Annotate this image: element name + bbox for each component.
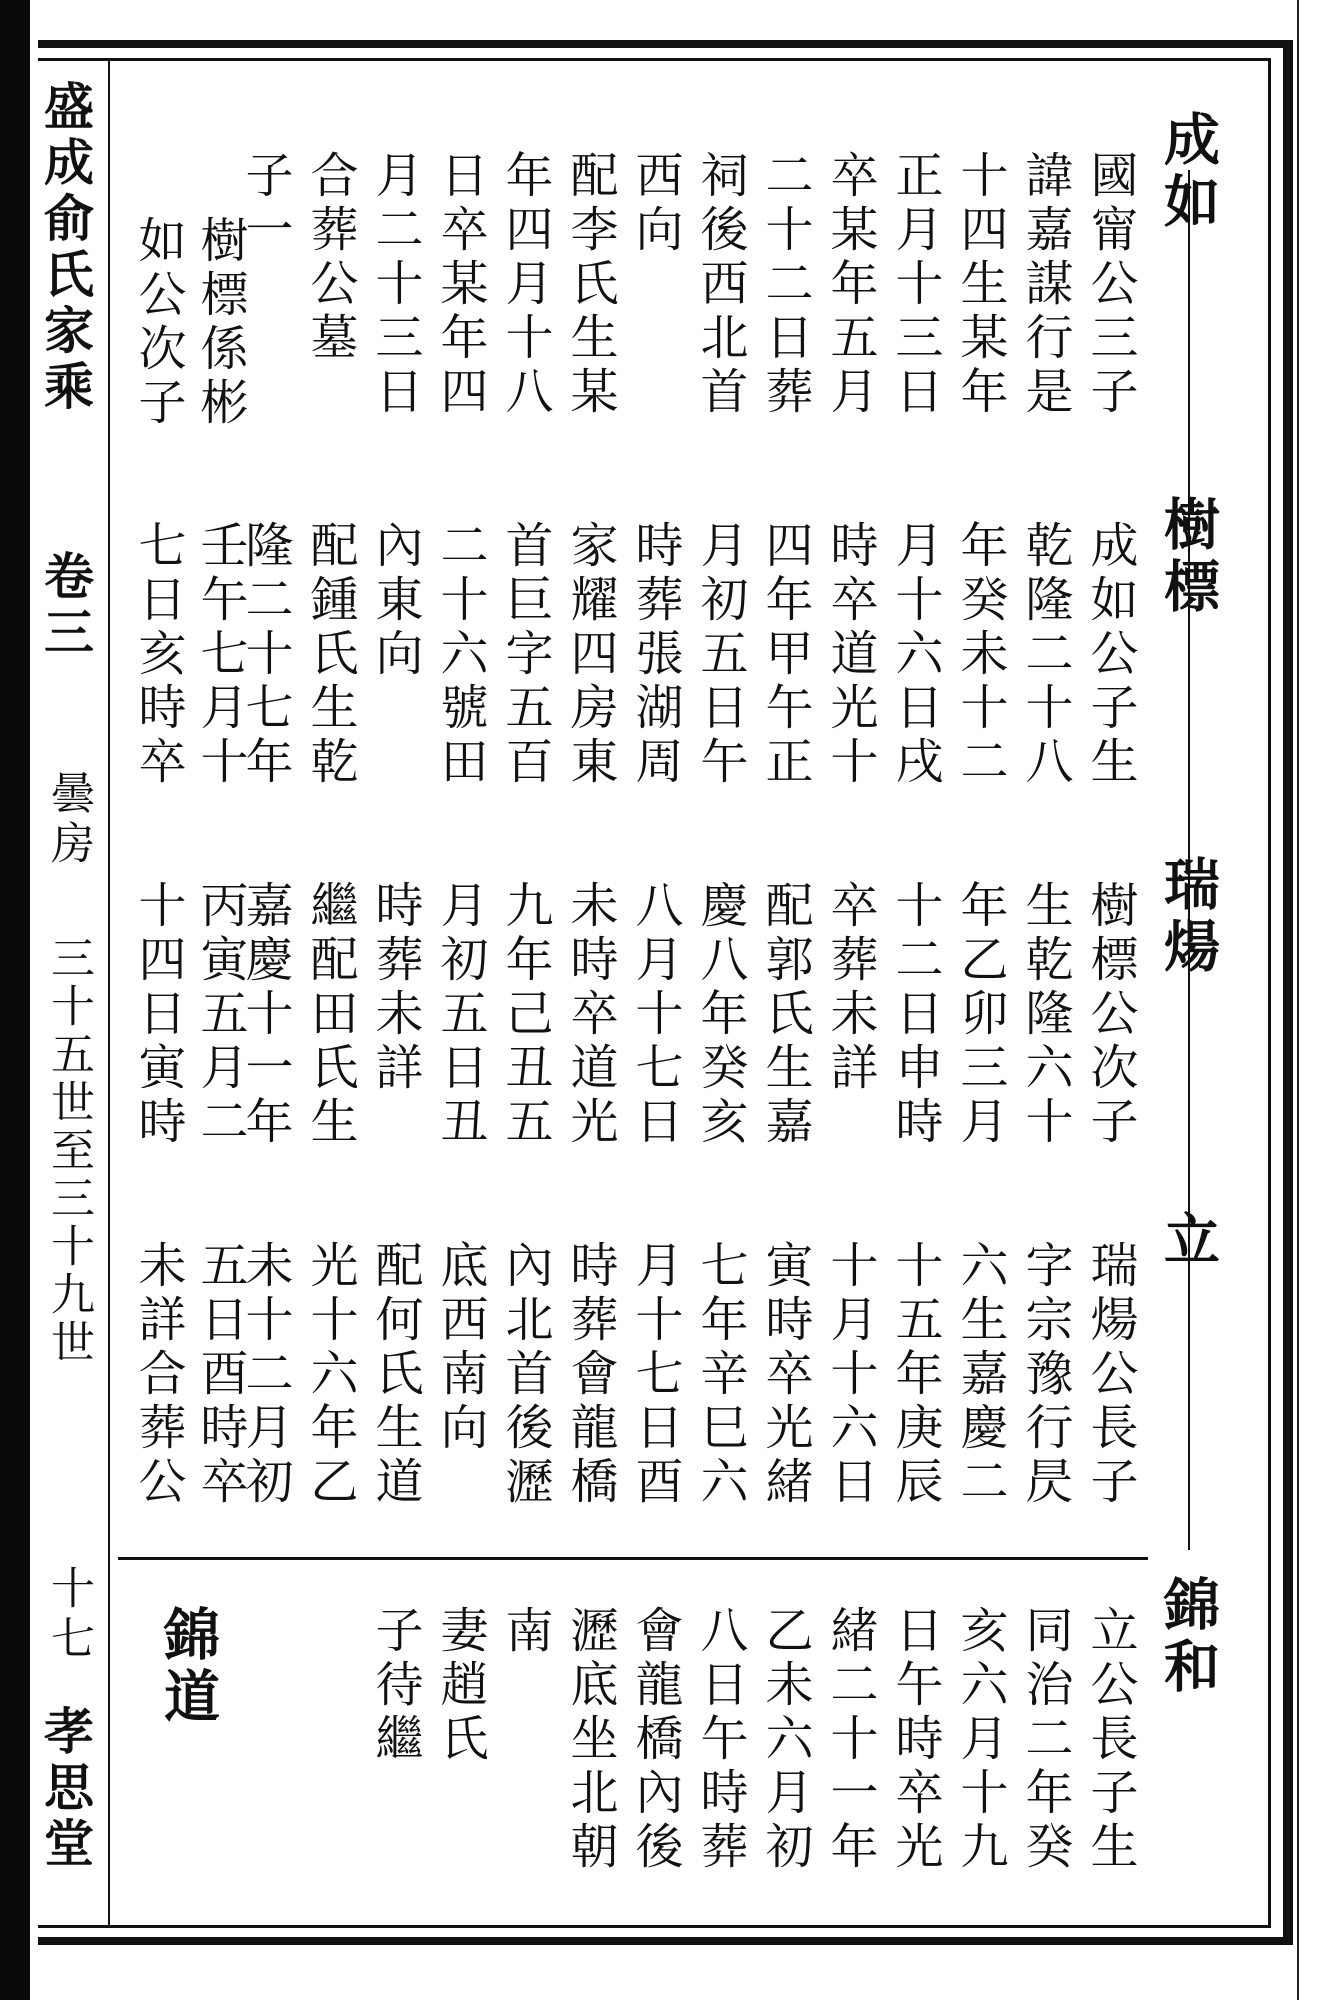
text-column: 字宗豫行昃: [1017, 1240, 1073, 1510]
text-column: 卒葬未詳: [822, 880, 878, 1096]
text-column: 壬午七月十: [192, 520, 248, 790]
text-column: 乙未六月初: [757, 1605, 813, 1875]
text-column: 寅時卒光緒: [757, 1240, 813, 1510]
text-column: 內北首後瀝: [497, 1240, 553, 1510]
name-li: 立: [1155, 1210, 1221, 1272]
text-column: 南: [497, 1605, 553, 1659]
name-ruiyang: 瑞煬: [1155, 855, 1221, 979]
text-column: 配李氏生某: [562, 150, 618, 420]
spine-book-title: 盛成俞氏家乘: [36, 80, 95, 416]
inner-border-bottom: [38, 1925, 1268, 1928]
text-column: 四年甲午正: [757, 520, 813, 790]
text-column: 時卒道光十: [822, 520, 878, 790]
text-column: 未時卒道光: [562, 880, 618, 1150]
text-column: 配郭氏生嘉: [757, 880, 813, 1150]
text-column: 日卒某年四: [432, 150, 488, 420]
text-column: 底西南向: [432, 1240, 488, 1456]
text-column: 正月十三日: [887, 150, 943, 420]
text-column: 嘉慶十一年: [237, 880, 293, 1150]
text-column: 祠後西北首: [692, 150, 748, 420]
text-column: 未詳合葬公: [130, 1240, 186, 1510]
text-column: 緒二十一年: [822, 1605, 878, 1875]
right-page-edge: [1297, 0, 1337, 2000]
text-column: 配何氏生道: [367, 1240, 423, 1510]
inner-border-top: [38, 58, 1268, 61]
text-column: 成如公子生: [1082, 520, 1138, 790]
inner-border-right: [1268, 58, 1271, 1928]
text-column: 十二日申時: [887, 880, 943, 1150]
text-column: 隆二十七年: [237, 520, 293, 790]
spine-volume: 卷三: [36, 550, 95, 662]
name-chengru: 成如: [1155, 110, 1221, 234]
text-column: 月初五日午: [692, 520, 748, 790]
text-column: 合葬公墓: [302, 150, 358, 366]
text-column: 子待繼: [367, 1605, 423, 1767]
text-column: 月二十三日: [367, 150, 423, 420]
text-column: 十四生某年: [952, 150, 1008, 420]
text-column: 未十二月初: [237, 1240, 293, 1510]
text-column: 五日酉時卒: [192, 1240, 248, 1510]
text-column: 瑞煬公長子: [1082, 1240, 1138, 1510]
text-column: 日午時卒光: [887, 1605, 943, 1875]
spine-generations: 三十五世至三十九世: [43, 935, 94, 1367]
text-column: 繼配田氏生: [302, 880, 358, 1150]
text-column: 年四月十八: [497, 150, 553, 420]
text-column: 卒某年五月: [822, 150, 878, 420]
text-column: 十四日寅時: [130, 880, 186, 1150]
text-column: 立公長子生: [1082, 1605, 1138, 1875]
text-column: 十五年庚辰: [887, 1240, 943, 1510]
text-column: 配鍾氏生乾: [302, 520, 358, 790]
spine-branch: 曇房: [43, 770, 94, 870]
text-column: 慶八年癸亥: [692, 880, 748, 1150]
text-column: 生乾隆六十: [1017, 880, 1073, 1150]
text-column: 西向: [627, 150, 683, 258]
name-shubiao: 樹標: [1155, 495, 1221, 619]
text-column: 子一: [237, 150, 293, 258]
text-column: 二十二日葬: [757, 150, 813, 420]
text-column: 國甯公三子: [1082, 150, 1138, 420]
generation-divider-line: [118, 1557, 1148, 1560]
text-column: 光十六年乙: [302, 1240, 358, 1510]
text-column: 時葬未詳: [367, 880, 423, 1096]
text-column: 同治二年癸: [1017, 1605, 1073, 1875]
text-column: 六生嘉慶二: [952, 1240, 1008, 1510]
text-column: 乾隆二十八: [1017, 520, 1073, 790]
text-column: 內東向: [367, 520, 423, 682]
text-column: 月十六日戌: [887, 520, 943, 790]
text-column: 十月十六日: [822, 1240, 878, 1510]
text-column: 首巨字五百: [497, 520, 553, 790]
left-binding-edge: [0, 0, 30, 2000]
text-column: 七日亥時卒: [130, 520, 186, 790]
text-column: 樹標係彬: [192, 215, 248, 431]
text-column: 八日午時葬: [692, 1605, 748, 1875]
text-column: 七年辛巳六: [692, 1240, 748, 1510]
text-column: 年乙卯三月: [952, 880, 1008, 1150]
text-column: 時葬會龍橋: [562, 1240, 618, 1510]
text-column: 樹標公次子: [1082, 880, 1138, 1150]
text-column: 會龍橋內後: [627, 1605, 683, 1875]
name-jinhe: 錦和: [1155, 1575, 1221, 1699]
text-column: 二十六號田: [432, 520, 488, 790]
text-column: 如公次子: [130, 215, 186, 431]
text-column: 月十七日酉: [627, 1240, 683, 1510]
spine-hall-name: 孝思堂: [36, 1705, 95, 1873]
name-jindao: 錦道: [155, 1605, 221, 1729]
text-column: 亥六月十九: [952, 1605, 1008, 1875]
text-column: 諱嘉謀行是: [1017, 150, 1073, 420]
text-column: 妻趙氏: [432, 1605, 488, 1767]
text-column: 時葬張湖周: [627, 520, 683, 790]
text-column: 八月十七日: [627, 880, 683, 1150]
text-column: 丙寅五月二: [192, 880, 248, 1150]
text-column: 九年己丑五: [497, 880, 553, 1150]
spine-page-number: 十七: [43, 1565, 94, 1665]
text-column: 瀝底坐北朝: [562, 1605, 618, 1875]
text-column: 月初五日丑: [432, 880, 488, 1150]
text-column: 家耀四房東: [562, 520, 618, 790]
text-column: 年癸未十二: [952, 520, 1008, 790]
spine-divider-line: [108, 58, 110, 1928]
